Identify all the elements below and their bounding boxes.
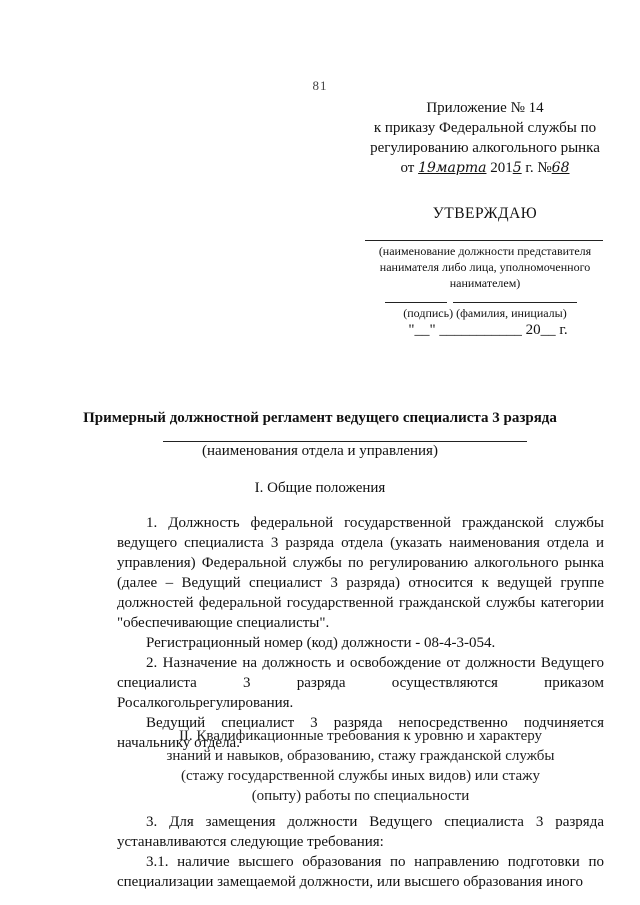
name-blank-line <box>453 302 577 303</box>
signature-blank-line <box>385 302 447 303</box>
section-1-heading: I. Общие положения <box>254 480 386 496</box>
paragraph-registration: Регистрационный номер (код) должности - 08-4-3-054. <box>146 635 496 651</box>
appendix-line-3: регулированию алкогольного рынка <box>370 140 600 156</box>
approval-heading: УТВЕРЖДАЮ <box>432 205 538 222</box>
appendix-line-1: Приложение № 14 <box>426 100 544 116</box>
date-suffix: г. № <box>525 160 552 176</box>
section-2-body <box>117 812 604 892</box>
paragraph-2: 2. Назначение на должность и освобождение от должности Ведущего специалиста 3 разряда осуществляются приказом Росалкогольрегулирования. <box>117 655 604 711</box>
section-2-heading <box>117 726 604 806</box>
date-prefix: от <box>400 160 415 176</box>
paragraph-3: 3. Для замещения должности Ведущего специалиста 3 разряда устанавливаются следующие требования: <box>117 814 604 850</box>
section-1-body <box>117 513 604 753</box>
position-blank-line <box>365 240 603 241</box>
appendix-date-line <box>360 158 610 178</box>
section-2-heading-line-1: II. Квалификационные требования к уровню и характеру <box>178 728 543 744</box>
section-2-heading-line-3: (стажу государственной службы иных видов) или стажу <box>180 768 541 784</box>
section-2-heading-line-4: (опыту) работы по специальности <box>251 788 470 804</box>
appendix-block <box>360 98 610 178</box>
position-caption: (наименование должности представителя нанимателя либо лица, уполномоченного нанимателем) <box>378 244 592 290</box>
appendix-line-2: к приказу Федеральной службы по <box>373 120 597 136</box>
paragraph-1: 1. Должность федеральной государственной гражданской службы ведущего специалиста 3 разряда отдела (указать наименования отдела и управления) Федеральной службы по регулированию алкогольного рынка (далее – Ведущий специалист 3 разряда) относится к ведущей группе должностей федеральной государственной гражданской службы категории "обеспечивающие специалисты". <box>117 515 604 631</box>
approval-date-line: "__" ___________ 20__ г. <box>408 322 568 338</box>
handwritten-order-number: 68 <box>551 160 570 176</box>
handwritten-year-digit: 5 <box>512 160 522 176</box>
section-2-heading-line-2: знаний и навыков, образованию, стажу гражданской службы <box>166 748 555 764</box>
department-blank-line <box>163 441 527 442</box>
page-number: 81 <box>312 78 328 93</box>
paragraph-3-1: 3.1. наличие высшего образования по направлению подготовки по специализации замещаемой должности, или высшего образования иного <box>117 854 604 890</box>
paragraph-subordination: Ведущий специалист 3 разряда непосредственно подчиняется начальнику отдела. <box>117 715 604 751</box>
signature-caption: (подпись) (фамилия, инициалы) <box>403 306 567 320</box>
document-title: Примерный должностной регламент ведущего специалиста 3 разряда <box>83 410 557 426</box>
date-year-prefix: 201 <box>490 160 513 176</box>
handwritten-date: 19марта <box>418 160 487 176</box>
department-caption: (наименования отдела и управления) <box>202 443 438 459</box>
